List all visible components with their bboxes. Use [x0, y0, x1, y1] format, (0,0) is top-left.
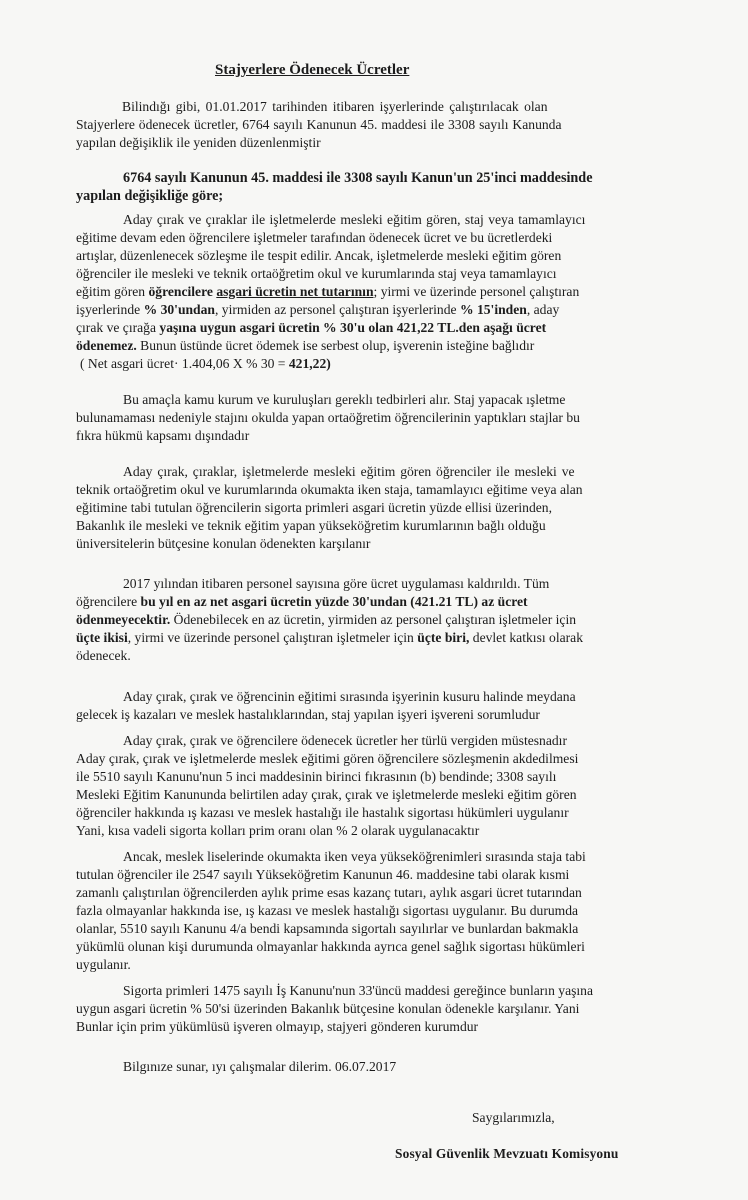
bold-segment: ödenemez.	[76, 338, 137, 353]
intro-line-1: Bilindığı gibi, 01.01.2017 tarihinden itibaren işyerlerinde çalıştırılacak olan	[122, 99, 548, 114]
bold-segment: % 15'inden	[459, 302, 527, 317]
paragraph-1-line-9	[80, 355, 331, 373]
paragraph-2-line-3: fıkra hükmü kapsamı dışındadır	[76, 428, 250, 443]
paragraph-5-line-1: Aday çırak, çırak ve öğrencinin eğitimi sırasında işyerinin kusuru halinde meydana	[123, 689, 576, 704]
bold-segment: üçte ikisi	[76, 630, 128, 645]
paragraph-7-line-6: yükümlü olunan kişi durumunda olmayanlar hakkında ayrıca genel sağlık sigortası hükümleri	[76, 939, 585, 954]
regards-line: Saygılarımızla,	[472, 1110, 555, 1125]
paragraph-1-line-8	[76, 337, 534, 355]
text-segment: çırak ve çırağa	[76, 320, 160, 335]
text-segment: öğrencilere	[76, 594, 141, 609]
paragraph-6-line-2: Aday çırak, çırak ve işletmelerde meslek eğitimi gören öğrencilere sözleşmenin akdedilmesi	[76, 751, 579, 766]
text-segment: Bunun üstünde ücret ödemek ise serbest olup, işverenin isteğine bağlıdır	[136, 338, 535, 353]
paragraph-7-line-1: Ancak, meslek liselerinde okumakta iken veya yükseköğrenimleri sırasında staja tabi	[123, 849, 586, 864]
text-segment: Ödenebilecek en az ücretin, yirmiden az personel çalıştıran işletmeler için	[170, 612, 577, 627]
paragraph-3-line-4: Bakanlık ile mesleki ve teknik eğitim yapan yükseköğretim kurumlarının bağlı olduğu	[76, 518, 546, 533]
paragraph-6-line-6: Yani, kısa vadeli sigorta kolları prim oranı olan % 2 olarak uygulanacaktır	[76, 823, 480, 838]
bold-segment: % 30'undan	[143, 302, 215, 317]
paragraph-7-line-3: zamanlı çalıştırılan öğrencilerden aylık prime esas kazanç tutarı, aylık asgari ücret tutarından	[76, 885, 582, 900]
paragraph-4-line-1: 2017 yılından itibaren personel sayısına göre ücret uygulaması kaldırıldı. Tüm	[123, 576, 550, 591]
paragraph-7-line-5: olanlar, 5510 sayılı Kanunu 4/a bendi kapsamında sigortalı sayılırlar ve bunlardan bakmakla	[76, 921, 579, 936]
bold-segment: yaşına uygun asgari ücretin % 30'u olan 421,22 TL.den aşağı ücret	[159, 320, 547, 335]
signature-line: Sosyal Güvenlik Mevzuatı Komisyonu	[395, 1146, 619, 1161]
paragraph-1-line-2: eğitime devam eden öğrencilere işletmeler tarafından ödenecek ücret ve bu ücretlerdeki	[76, 230, 553, 245]
paragraph-6-line-1: Aday çırak, çırak ve öğrencilere ödenecek ücretler her türlü vergiden müstesnadır	[123, 733, 567, 748]
intro-line-3: yapılan değişiklik ile yeniden düzenlenmiştir	[76, 135, 321, 150]
underlined-bold-segment: asgari ücretin net tutarının	[216, 284, 374, 299]
text-segment: , yirmi ve üzerinde personel çalıştıran işletmeler için	[127, 630, 418, 645]
document-title: Stajyerlere Ödenecek Ücretler	[215, 62, 410, 78]
paragraph-8-line-2: uygun asgari ücretin % 50'si üzerinden Bakanlık bütçesine konulan ödenekle karşılanır. Yani	[76, 1001, 580, 1016]
paragraph-7-line-4: fazla olmayanlar hakkında ise, ış kazası ve meslek hastalığı sigortası uygulanır. Bu durumda	[76, 903, 579, 918]
section-heading-line-2: yapılan değişikliğe göre;	[76, 188, 224, 204]
text-segment: eğitim gören	[76, 284, 149, 299]
paragraph-3-line-3: eğitimine tabi tutulan öğrencilerin sigorta primleri asgari ücretin yüzde ellisi üzerinden,	[76, 500, 553, 515]
paragraph-1-line-5	[76, 283, 579, 301]
text-segment: , yirmiden az personel çalıştıran işyerlerinde	[214, 302, 460, 317]
closing-line: Bilgınıze sunar, ıyı çalışmalar dilerim. 06.07.2017	[123, 1059, 397, 1074]
bold-segment: öğrencilere	[148, 284, 217, 299]
text-segment: ( Net asgari ücret· 1.404,06 X % 30 =	[80, 356, 289, 371]
paragraph-1-line-7	[76, 319, 546, 337]
paragraph-3-line-5: üniversitelerin bütçesine konulan ödenekten karşılanır	[76, 536, 371, 551]
paragraph-1-line-4: öğrenciler ile mesleki ve teknik ortaöğretim okul ve kurumlarında staj veya tamamlayıcı	[76, 266, 557, 281]
text-segment: ; yirmi ve üzerinde personel çalıştıran	[373, 284, 580, 299]
paragraph-1-line-3: artışlar, düzenlenecek sözleşme ile tespit edilir. Ancak, işletmelerde mesleki eğitim gören	[76, 248, 562, 263]
paragraph-1-line-6	[76, 301, 559, 319]
paragraph-8-line-1: Sigorta primleri 1475 sayılı İş Kanunu'nun 33'üncü maddesi gereğince bunların yaşına	[123, 983, 593, 998]
bold-segment: ödenmeyecektir.	[76, 612, 171, 627]
paragraph-1-line-1: Aday çırak ve çıraklar ile işletmelerde mesleki eğitim gören, staj veya tamamlayıcı	[123, 212, 586, 227]
paragraph-2-line-1: Bu amaçla kamu kurum ve kuruluşları gereklı tedbirleri alır. Staj yapacak ışletme	[123, 392, 566, 407]
section-heading-line-1: 6764 sayılı Kanunun 45. maddesi ile 3308 sayılı Kanun'un 25'inci maddesinde	[123, 170, 593, 186]
paragraph-6-line-3: ile 5510 sayılı Kanunu'nun 5 inci maddesinin birinci fıkrasının (b) bendinde; 3308 sayılı	[76, 769, 557, 784]
paragraph-2-line-2: bulunamaması nedeniyle stajını okulda yapan ortaöğretim öğrencilerinin yaptıkları stajlar bu	[76, 410, 580, 425]
paragraph-4-line-3	[76, 611, 576, 629]
bold-segment: 421,22)	[288, 356, 331, 371]
paragraph-4-line-4	[76, 629, 583, 647]
paragraph-3-line-1: Aday çırak, çıraklar, işletmelerde mesleki eğitim gören öğrenciler ile mesleki ve	[123, 464, 575, 479]
paragraph-7-line-2: tutulan öğrenciler ile 2547 sayılı Yükseköğretim Kanunun 46. maddesine tabi olarak kısmi	[76, 867, 570, 882]
bold-segment: bu yıl en az net asgari ücretin yüzde 30'undan (421.21 TL) az ücret	[140, 594, 528, 609]
paragraph-4-line-2	[76, 593, 528, 611]
paragraph-4-line-5: ödenecek.	[76, 648, 131, 663]
bold-segment: üçte biri,	[417, 630, 470, 645]
text-segment: işyerlerinde	[76, 302, 144, 317]
paragraph-7-line-7: uygulanır.	[76, 957, 131, 972]
paragraph-6-line-5: öğrenciler hakkında ış kazası ve meslek hastalığı ile hastalık sigortası hükümleri uygulanır	[76, 805, 569, 820]
paragraph-3-line-2: teknik ortaöğretim okul ve kurumlarında okumakta iken staja, tamamlayıcı eğitime veya alan	[76, 482, 583, 497]
paragraph-5-line-2: gelecek iş kazaları ve meslek hastalıklarından, staj yapılan işyeri işvereni sorumludur	[76, 707, 540, 722]
paragraph-8-line-3: Bunlar için prim yükümlüsü işveren olmayıp, stajyeri gönderen kurumdur	[76, 1019, 479, 1034]
text-segment: , aday	[526, 302, 560, 317]
paragraph-6-line-4: Mesleki Eğitim Kanununda belirtilen aday çırak, çırak ve işletmelerde mesleki eğitim gören	[76, 787, 577, 802]
intro-line-2: Stajyerlere ödenecek ücretler, 6764 sayılı Kanunun 45. maddesi ile 3308 sayılı Kanunda	[76, 117, 562, 132]
text-segment: devlet katkısı olarak	[469, 630, 583, 645]
